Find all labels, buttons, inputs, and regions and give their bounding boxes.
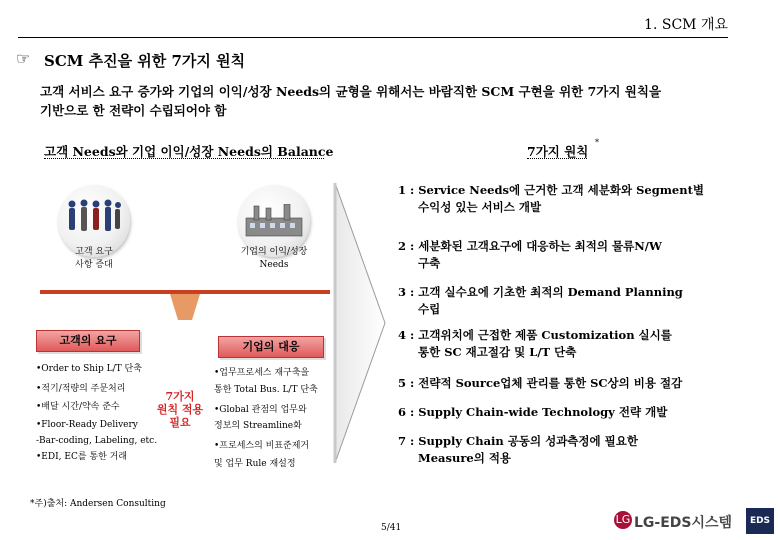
intro-text — [40, 82, 760, 120]
balance-title-underline — [44, 158, 324, 159]
center-label-line-3: 필요 — [169, 416, 191, 429]
principle-2-line-1: 2 : 세분화된 고객요구에 대응하는 최적의 물류N/W — [398, 239, 662, 253]
eds-logo: EDS — [746, 508, 774, 534]
company-circle-label-line-1: 기업의 이익/성장 — [240, 247, 308, 257]
principle-item-6 — [398, 404, 728, 421]
company-circle-label — [228, 246, 320, 272]
principle-2-line-2: 구축 — [418, 256, 441, 270]
company-item: 통한 Total Bus. L/T 단축 — [214, 385, 318, 395]
principle-item-2 — [398, 238, 728, 272]
customer-circle-label-line-2: 사항 증대 — [75, 260, 113, 270]
source-note: *주)출처: Andersen Consulting — [30, 499, 166, 509]
section-title: SCM 추진을 위한 7가지 원칙 — [44, 52, 246, 70]
principle-7-line-1: 7 : Supply Chain 공동의 성과측정에 필요한 — [398, 434, 638, 448]
customer-item: •Floor-Ready Delivery — [36, 420, 138, 430]
customer-item: •배달 시간/약속 준수 — [36, 402, 120, 412]
company-item: •Global 관점의 업무와 — [214, 405, 307, 415]
intro-line-1: 고객 서비스 요구 증가와 기업의 이익/성장 Needs의 균형을 위해서는 바람직한 SCM 구현을 위한 7가지 원칙을 — [40, 84, 662, 99]
customer-needs-box: 고객의 요구 — [36, 330, 140, 352]
company-item: 정보의 Streamline화 — [214, 421, 302, 431]
principle-1-line-2: 수익성 있는 서비스 개발 — [418, 200, 542, 214]
customer-circle-label-line-1: 고객 요구 — [75, 247, 113, 257]
principle-item-1 — [398, 182, 728, 216]
principles-title: 7가지 원칙 — [527, 144, 589, 159]
customer-item: •Order to Ship L/T 단축 — [36, 364, 142, 374]
customer-item: •적기/적량의 주문처리 — [36, 384, 126, 394]
principle-4-line-2: 통한 SC 재고절감 및 L/T 단축 — [418, 345, 577, 359]
factory-icon — [244, 204, 304, 238]
customer-circle-label — [52, 246, 136, 272]
page-number: 5/41 — [381, 523, 402, 533]
principle-item-7 — [398, 433, 728, 467]
hand-pointer-icon: ☞ — [16, 49, 31, 68]
company-circle-label-line-2: Needs — [259, 260, 289, 270]
customer-item: -Bar-coding, Labeling, etc. — [36, 436, 158, 446]
principle-item-5 — [398, 375, 738, 392]
customer-item: •EDI, EC를 통한 거래 — [36, 452, 128, 462]
center-label-line-1: 7가지 — [165, 390, 195, 403]
principle-7-line-2: Measure의 적용 — [418, 451, 512, 465]
principle-1-line-1: 1 : Service Needs에 근거한 고객 세분화와 Segment별 — [398, 183, 705, 197]
balance-title: 고객 Needs와 기업 이익/성장 Needs의 Balance — [44, 144, 334, 159]
header-divider — [18, 37, 728, 38]
principles-asterisk: * — [595, 138, 599, 147]
arrow-graphic — [330, 178, 390, 468]
principles-title-underline — [527, 158, 587, 159]
intro-line-2: 기반으로 한 전략이 수립되어야 함 — [40, 103, 227, 118]
company-response-box: 기업의 대응 — [218, 336, 324, 358]
principle-3-line-1: 3 : 고객 실수요에 기초한 최적의 Demand Planning — [398, 285, 683, 299]
seven-principles-required-label — [150, 390, 210, 429]
page-header-title: 1. SCM 개요 — [644, 17, 728, 33]
company-item: 및 업무 Rule 재설정 — [214, 459, 296, 469]
company-item: •업무프로세스 재구축을 — [214, 368, 310, 378]
lg-logo-icon: LG — [614, 511, 632, 529]
company-item: •프로세스의 비표준제거 — [214, 441, 310, 451]
balance-scale-icon — [40, 288, 340, 320]
center-label-line-2: 원칙 적용 — [156, 403, 204, 416]
principle-4-line-1: 4 : 고객위치에 근접한 제품 Customization 실시를 — [398, 328, 672, 342]
people-icon — [64, 198, 124, 238]
company-logo-text: LG-EDS시스템 — [634, 515, 733, 531]
principle-3-line-2: 수립 — [418, 302, 441, 316]
principle-6-line-1: 6 : Supply Chain-wide Technology 전략 개발 — [398, 405, 668, 419]
principle-5-line-1: 5 : 전략적 Source업체 관리를 통한 SC상의 비용 절감 — [398, 376, 683, 390]
principle-item-3 — [398, 284, 728, 318]
principle-item-4 — [398, 327, 728, 361]
